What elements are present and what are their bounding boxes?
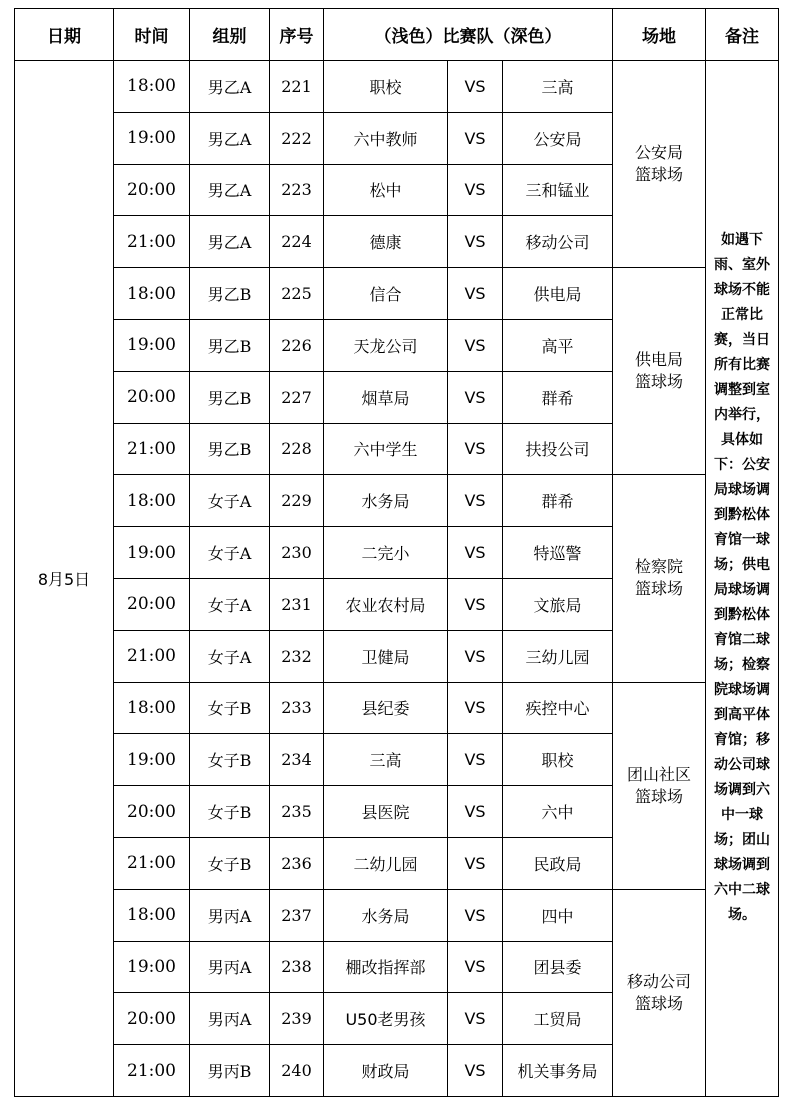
vs-label: VS (448, 682, 503, 734)
match-seq: 229 (270, 475, 324, 527)
match-seq: 223 (270, 164, 324, 216)
match-group: 男乙A (190, 216, 270, 268)
header-time: 时间 (114, 9, 190, 61)
vs-label: VS (448, 475, 503, 527)
match-group: 男丙A (190, 889, 270, 941)
match-group: 女子B (190, 734, 270, 786)
header-row (15, 9, 779, 61)
match-group: 男乙B (190, 423, 270, 475)
table-row (15, 61, 779, 113)
match-seq: 224 (270, 216, 324, 268)
venue-name: 检察院 (635, 557, 684, 577)
match-time: 18:00 (114, 61, 190, 113)
vs-label: VS (448, 941, 503, 993)
match-time: 20:00 (114, 578, 190, 630)
light-team: 三高 (324, 734, 448, 786)
light-team: 县医院 (324, 786, 448, 838)
dark-team: 三幼儿园 (503, 630, 613, 682)
venue-cell (613, 61, 706, 268)
vs-label: VS (448, 578, 503, 630)
match-group: 男乙B (190, 319, 270, 371)
match-time: 18:00 (114, 475, 190, 527)
dark-team: 六中 (503, 786, 613, 838)
dark-team: 群希 (503, 371, 613, 423)
venue-cell (613, 889, 706, 1096)
match-time: 21:00 (114, 216, 190, 268)
light-team: 二幼儿园 (324, 837, 448, 889)
match-seq: 222 (270, 112, 324, 164)
vs-label: VS (448, 164, 503, 216)
venue-name: 公安局 (635, 143, 684, 163)
match-seq: 240 (270, 1045, 324, 1097)
vs-label: VS (448, 61, 503, 113)
match-time: 19:00 (114, 941, 190, 993)
match-time: 20:00 (114, 164, 190, 216)
match-seq: 238 (270, 941, 324, 993)
light-team: 财政局 (324, 1045, 448, 1097)
match-group: 男丙A (190, 993, 270, 1045)
venue-type: 篮球场 (635, 165, 684, 185)
venue-cell (613, 268, 706, 475)
match-seq: 227 (270, 371, 324, 423)
vs-label: VS (448, 423, 503, 475)
match-seq: 235 (270, 786, 324, 838)
vs-label: VS (448, 837, 503, 889)
header-venue: 场地 (613, 9, 706, 61)
match-time: 19:00 (114, 112, 190, 164)
venue-name: 供电局 (635, 350, 684, 370)
vs-label: VS (448, 734, 503, 786)
table-row (15, 889, 779, 941)
dark-team: 群希 (503, 475, 613, 527)
light-team: 信合 (324, 268, 448, 320)
dark-team: 民政局 (503, 837, 613, 889)
vs-label: VS (448, 889, 503, 941)
match-seq: 230 (270, 527, 324, 579)
schedule-table (14, 8, 779, 1097)
match-group: 男丙A (190, 941, 270, 993)
dark-team: 移动公司 (503, 216, 613, 268)
match-time: 19:00 (114, 319, 190, 371)
match-time: 20:00 (114, 786, 190, 838)
match-time: 20:00 (114, 371, 190, 423)
match-time: 21:00 (114, 1045, 190, 1097)
match-time: 21:00 (114, 423, 190, 475)
match-seq: 228 (270, 423, 324, 475)
light-team: 棚改指挥部 (324, 941, 448, 993)
match-time: 20:00 (114, 993, 190, 1045)
dark-team: 供电局 (503, 268, 613, 320)
match-seq: 239 (270, 993, 324, 1045)
vs-label: VS (448, 630, 503, 682)
dark-team: 三高 (503, 61, 613, 113)
venue-cell (613, 682, 706, 889)
header-group: 组别 (190, 9, 270, 61)
header-date: 日期 (15, 9, 114, 61)
vs-label: VS (448, 216, 503, 268)
match-group: 男乙A (190, 112, 270, 164)
vs-label: VS (448, 371, 503, 423)
light-team: 六中教师 (324, 112, 448, 164)
vs-label: VS (448, 112, 503, 164)
table-row (15, 475, 779, 527)
vs-label: VS (448, 319, 503, 371)
match-group: 女子A (190, 527, 270, 579)
match-time: 18:00 (114, 889, 190, 941)
match-group: 女子A (190, 475, 270, 527)
match-time: 21:00 (114, 837, 190, 889)
vs-label: VS (448, 1045, 503, 1097)
match-time: 19:00 (114, 527, 190, 579)
light-team: 农业农村局 (324, 578, 448, 630)
match-date: 8月5日 (15, 61, 114, 1097)
match-group: 女子B (190, 786, 270, 838)
remark-note: 如遇下雨、室外球场不能正常比赛，当日所有比赛调整到室内举行，具体如下：公安局球场调到黔松体育馆一球场；供电局球场调到黔松体育馆二球场；检察院球场调到高平体育馆；移动公司球场调到六中一球场；团山球场调到六中二球场。 (706, 61, 779, 1097)
match-group: 女子B (190, 837, 270, 889)
match-group: 女子A (190, 578, 270, 630)
venue-name: 移动公司 (627, 971, 692, 991)
match-seq: 236 (270, 837, 324, 889)
venue-type: 篮球场 (635, 786, 684, 806)
light-team: 德康 (324, 216, 448, 268)
light-team: 天龙公司 (324, 319, 448, 371)
match-group: 男乙A (190, 164, 270, 216)
vs-label: VS (448, 786, 503, 838)
dark-team: 工贸局 (503, 993, 613, 1045)
dark-team: 特巡警 (503, 527, 613, 579)
light-team: 职校 (324, 61, 448, 113)
light-team: 卫健局 (324, 630, 448, 682)
vs-label: VS (448, 268, 503, 320)
match-group: 男丙B (190, 1045, 270, 1097)
match-seq: 234 (270, 734, 324, 786)
match-seq: 226 (270, 319, 324, 371)
dark-team: 三和锰业 (503, 164, 613, 216)
table-row (15, 682, 779, 734)
match-group: 女子A (190, 630, 270, 682)
dark-team: 四中 (503, 889, 613, 941)
match-time: 18:00 (114, 682, 190, 734)
match-group: 男乙B (190, 268, 270, 320)
light-team: 烟草局 (324, 371, 448, 423)
header-seq: 序号 (270, 9, 324, 61)
dark-team: 机关事务局 (503, 1045, 613, 1097)
dark-team: 疾控中心 (503, 682, 613, 734)
venue-name: 团山社区 (627, 764, 692, 784)
light-team: 六中学生 (324, 423, 448, 475)
match-seq: 233 (270, 682, 324, 734)
match-group: 女子B (190, 682, 270, 734)
header-remark: 备注 (706, 9, 779, 61)
match-seq: 221 (270, 61, 324, 113)
venue-type: 篮球场 (635, 993, 684, 1013)
header-teams: （浅色）比赛队（深色） (324, 9, 613, 61)
dark-team: 扶投公司 (503, 423, 613, 475)
table-row (15, 268, 779, 320)
match-time: 18:00 (114, 268, 190, 320)
venue-type: 篮球场 (635, 579, 684, 599)
match-seq: 237 (270, 889, 324, 941)
light-team: U50老男孩 (324, 993, 448, 1045)
light-team: 二完小 (324, 527, 448, 579)
match-group: 男乙B (190, 371, 270, 423)
vs-label: VS (448, 527, 503, 579)
vs-label: VS (448, 993, 503, 1045)
dark-team: 公安局 (503, 112, 613, 164)
match-group: 男乙A (190, 61, 270, 113)
dark-team: 高平 (503, 319, 613, 371)
match-time: 19:00 (114, 734, 190, 786)
match-time: 21:00 (114, 630, 190, 682)
dark-team: 文旅局 (503, 578, 613, 630)
match-seq: 231 (270, 578, 324, 630)
venue-cell (613, 475, 706, 682)
light-team: 松中 (324, 164, 448, 216)
dark-team: 团县委 (503, 941, 613, 993)
match-seq: 225 (270, 268, 324, 320)
match-seq: 232 (270, 630, 324, 682)
dark-team: 职校 (503, 734, 613, 786)
light-team: 水务局 (324, 889, 448, 941)
light-team: 水务局 (324, 475, 448, 527)
venue-type: 篮球场 (635, 372, 684, 392)
light-team: 县纪委 (324, 682, 448, 734)
